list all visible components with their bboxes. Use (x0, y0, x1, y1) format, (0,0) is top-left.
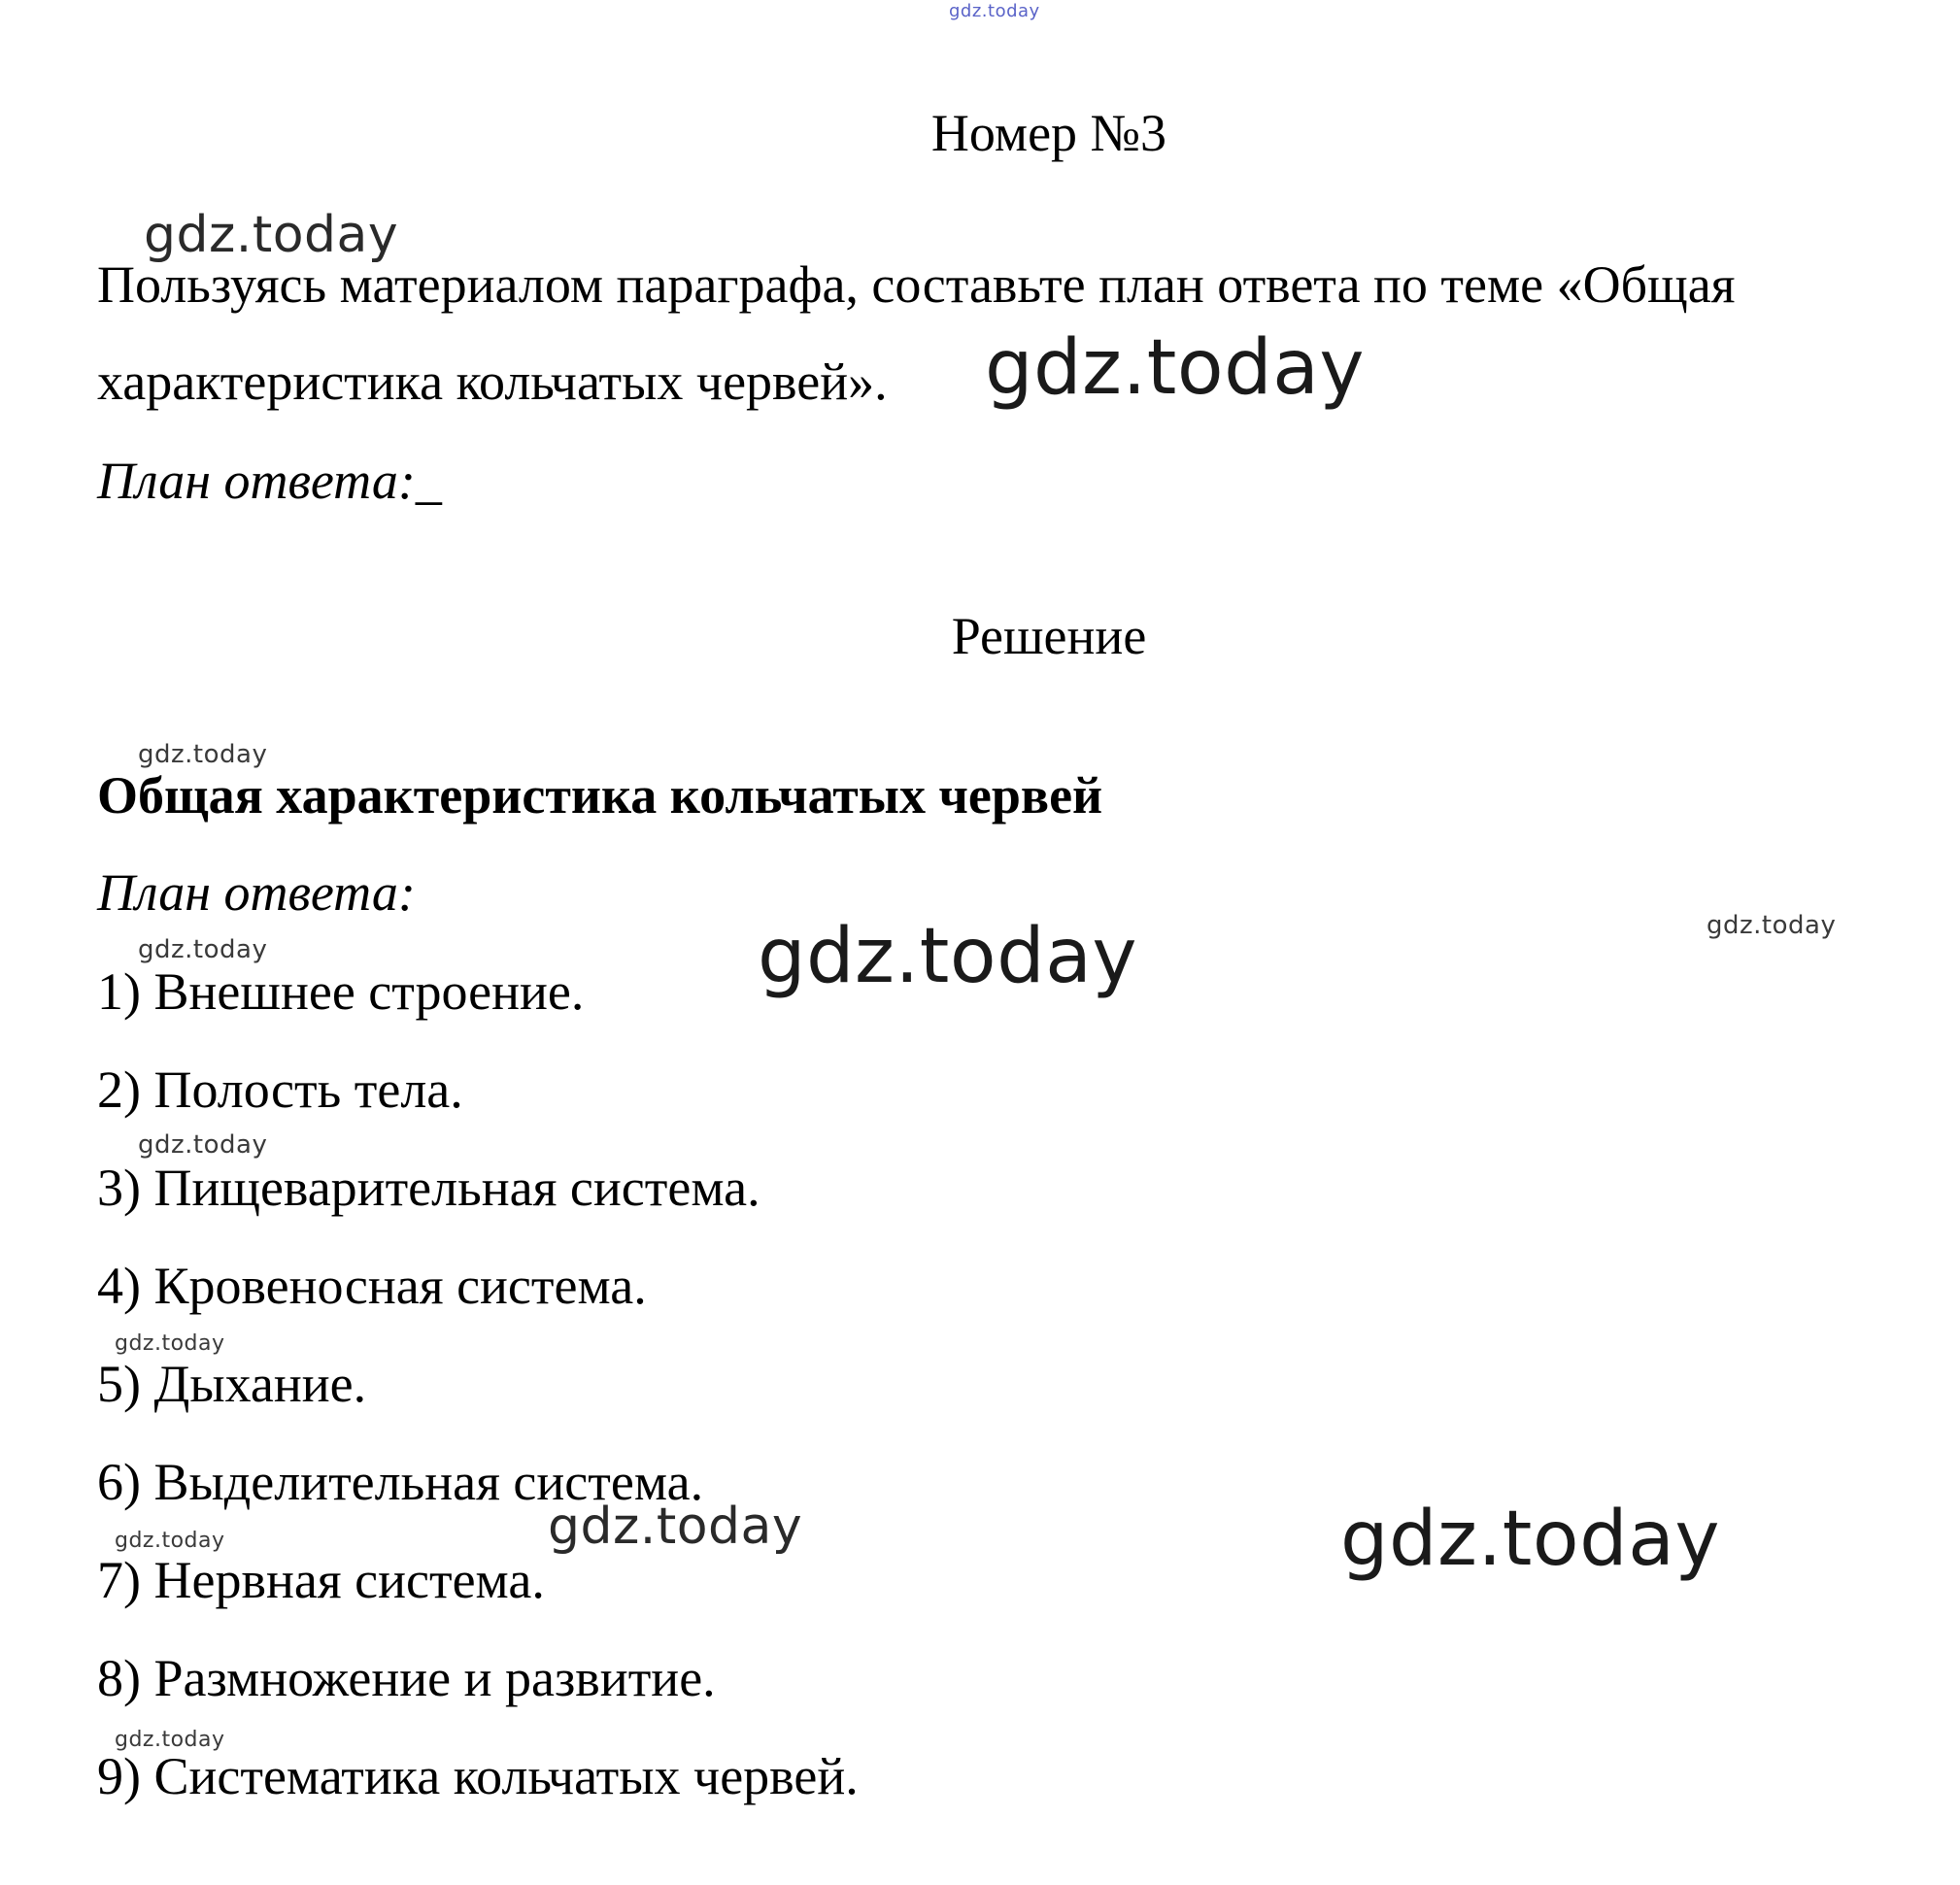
list-item: 3) Пищеварительная система. (97, 1159, 760, 1217)
watermark: gdz.today (115, 1529, 225, 1553)
task-plan-label: План ответа:_ (97, 452, 442, 510)
list-item: 9) Систематика кольчатых червей. (97, 1747, 859, 1805)
list-item: 2) Полость тела. (97, 1060, 463, 1119)
watermark: gdz.today (115, 1331, 225, 1356)
list-item: 7) Нервная система. (97, 1551, 545, 1609)
solution-title: Решение (951, 607, 1147, 665)
question-line-1: Пользуясь материалом параграфа, составьте план ответа по теме «Общая (97, 255, 1736, 314)
list-item: 8) Размножение и развитие. (97, 1649, 716, 1707)
watermark: gdz.today (1340, 1496, 1721, 1583)
watermark: gdz.today (115, 1728, 225, 1752)
task-title: Номер №3 (930, 104, 1167, 162)
watermark: gdz.today (1707, 911, 1837, 940)
watermark-top: gdz.today (949, 1, 1040, 21)
list-item: 4) Кровеносная система. (97, 1257, 647, 1315)
watermark: gdz.today (138, 935, 268, 964)
watermark: gdz.today (548, 1498, 803, 1556)
solution-plan-label: План ответа: (97, 863, 416, 922)
list-item: 5) Дыхание. (97, 1355, 367, 1413)
solution-heading: Общая характеристика кольчатых червей (97, 766, 1103, 825)
watermark: gdz.today (138, 1130, 268, 1160)
watermark: gdz.today (138, 740, 268, 769)
list-item: 1) Внешнее строение. (97, 962, 585, 1021)
watermark: gdz.today (144, 206, 399, 264)
question-line-2: характеристика кольчатых червей». (97, 353, 888, 411)
watermark: gdz.today (758, 913, 1138, 1000)
watermark: gdz.today (985, 324, 1366, 412)
list-item: 6) Выделительная система. (97, 1453, 704, 1511)
